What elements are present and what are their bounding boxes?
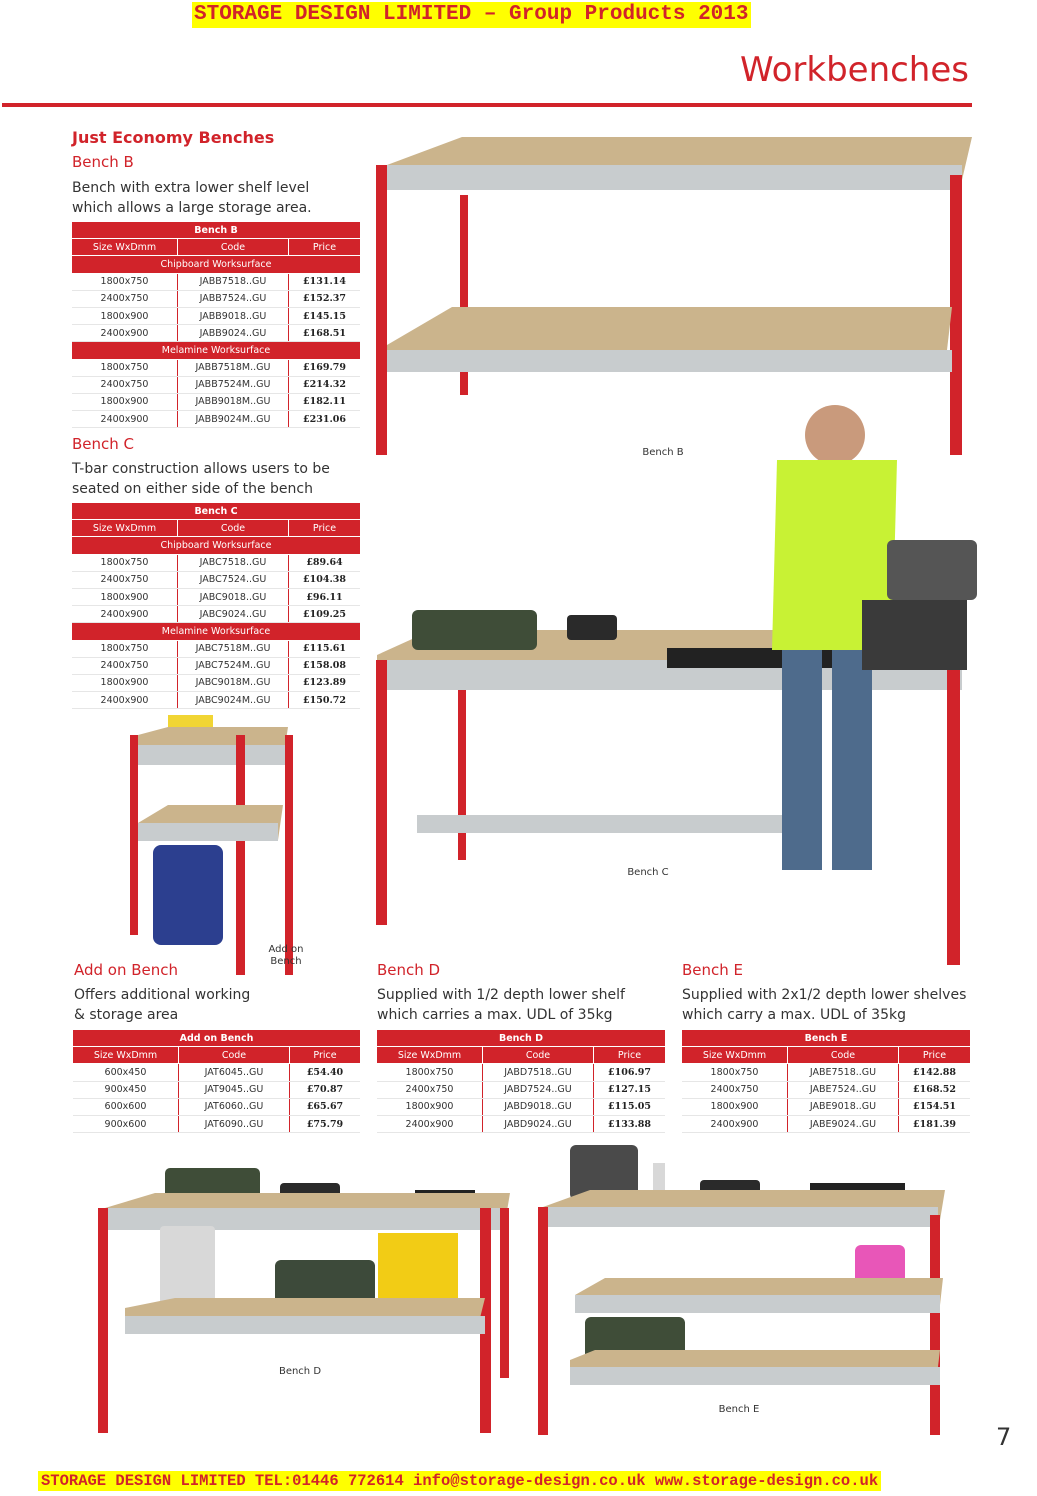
table-title: Bench D (377, 1030, 665, 1047)
cell-code: JABC9018M..GU (178, 674, 289, 691)
cell-size: 2400x900 (72, 411, 178, 428)
cell-code: JABC7524..GU (178, 571, 289, 588)
table-title: Bench C (72, 503, 360, 520)
table-row (72, 674, 360, 691)
bench-c-description-line: seated on either side of the bench (72, 481, 313, 497)
col-header-code: Code (179, 1047, 290, 1064)
cell-code: JAT6060..GU (179, 1098, 290, 1115)
cell-code: JABC9024M..GU (178, 692, 289, 709)
cell-code: JABD9024..GU (483, 1115, 594, 1132)
col-header-price: Price (594, 1047, 666, 1064)
table-row (72, 325, 360, 342)
cell-size: 900x600 (73, 1115, 179, 1132)
table-row (72, 588, 360, 605)
cell-size: 900x450 (73, 1081, 179, 1098)
bench-c-description-line: T-bar construction allows users to be (72, 461, 330, 477)
cell-price: £65.67 (290, 1098, 361, 1115)
cell-size: 2400x750 (72, 657, 178, 674)
cell-price: £158.08 (289, 657, 361, 674)
col-header-size: Size WxDmm (377, 1047, 483, 1064)
bench-e-description-line: which carry a max. UDL of 35kg (682, 1007, 906, 1023)
cell-price: £169.79 (289, 359, 361, 376)
cell-code: JABB9024M..GU (178, 411, 289, 428)
cell-size: 2400x750 (682, 1081, 788, 1098)
table-row (72, 359, 360, 376)
table-row (682, 1064, 970, 1081)
bench-e-description (682, 985, 966, 1025)
cell-code: JABD7524..GU (483, 1081, 594, 1098)
table-row (72, 307, 360, 324)
cell-price: £54.40 (290, 1064, 361, 1081)
cell-price: £168.52 (899, 1081, 971, 1098)
bench-e-price-table (682, 1030, 970, 1133)
cell-size: 1800x900 (72, 393, 178, 410)
table-row (73, 1064, 360, 1081)
cell-size: 1800x900 (72, 307, 178, 324)
add-on-price-table (73, 1030, 360, 1133)
col-header-code: Code (178, 239, 289, 256)
cell-price: £182.11 (289, 393, 361, 410)
cell-code: JABC9024..GU (178, 606, 289, 623)
cell-size: 2400x750 (72, 571, 178, 588)
cell-price: £70.87 (290, 1081, 361, 1098)
bench-d-title: Bench D (377, 961, 441, 979)
col-header-price: Price (289, 520, 361, 537)
cell-code: JABD9018..GU (483, 1098, 594, 1115)
cell-price: £181.39 (899, 1115, 971, 1132)
bench-b-caption: Bench B (642, 447, 684, 458)
cell-code: JAT6090..GU (179, 1115, 290, 1132)
cell-size: 1800x750 (72, 273, 178, 290)
cell-price: £214.32 (289, 376, 361, 393)
bench-e-description-line: Supplied with 2x1/2 depth lower shelves (682, 987, 967, 1003)
cell-price: £168.51 (289, 325, 361, 342)
cell-size: 2400x900 (72, 606, 178, 623)
col-header-size: Size WxDmm (73, 1047, 179, 1064)
table-row (73, 1115, 360, 1132)
cell-price: £123.89 (289, 674, 361, 691)
table-row (72, 411, 360, 428)
cell-code: JABC7518M..GU (178, 640, 289, 657)
add-on-caption (262, 944, 310, 968)
cell-size: 1800x750 (377, 1064, 483, 1081)
cell-code: JABB9024..GU (178, 325, 289, 342)
table-row (72, 290, 360, 307)
add-on-bench-illustration (128, 715, 298, 975)
add-on-title: Add on Bench (74, 961, 179, 979)
col-header-price: Price (289, 239, 361, 256)
table-row (682, 1098, 970, 1115)
table-row (72, 692, 360, 709)
section-title: Just Economy Benches (72, 128, 275, 147)
bench-b-description (72, 178, 312, 218)
add-on-caption-line: Bench (270, 956, 302, 967)
table-title: Add on Bench (73, 1030, 360, 1047)
table-row (682, 1115, 970, 1132)
bench-d-caption: Bench D (278, 1366, 322, 1377)
table-row (72, 640, 360, 657)
table-title: Bench E (682, 1030, 970, 1047)
table-row (72, 554, 360, 571)
table-row (377, 1115, 665, 1132)
cell-code: JABB7524..GU (178, 290, 289, 307)
cell-price: £231.06 (289, 411, 361, 428)
cell-code: JAT9045..GU (179, 1081, 290, 1098)
cell-size: 2400x750 (72, 376, 178, 393)
bench-c-caption: Bench C (627, 867, 669, 878)
cell-price: £133.88 (594, 1115, 666, 1132)
cell-price: £145.15 (289, 307, 361, 324)
bench-c-price-table (72, 503, 360, 709)
group-header: Melamine Worksurface (72, 623, 360, 640)
group-header: Chipboard Worksurface (72, 256, 360, 273)
cell-size: 2400x750 (72, 290, 178, 307)
cell-size: 1800x900 (682, 1098, 788, 1115)
table-row (72, 657, 360, 674)
cell-price: £115.05 (594, 1098, 666, 1115)
cell-code: JABB7524M..GU (178, 376, 289, 393)
table-row (72, 606, 360, 623)
cell-price: £115.61 (289, 640, 361, 657)
cell-code: JABB7518..GU (178, 273, 289, 290)
bench-d-description (377, 985, 625, 1025)
bench-b-price-table (72, 222, 360, 428)
cell-code: JABC7518..GU (178, 554, 289, 571)
table-row (377, 1098, 665, 1115)
table-row (72, 393, 360, 410)
cell-size: 2400x900 (72, 692, 178, 709)
cell-size: 1800x900 (72, 674, 178, 691)
bench-c-description (72, 459, 330, 499)
col-header-size: Size WxDmm (72, 239, 178, 256)
cell-code: JABE7518..GU (788, 1064, 899, 1081)
table-row (72, 273, 360, 290)
add-on-description-line: & storage area (74, 1007, 179, 1023)
cell-price: £142.88 (899, 1064, 971, 1081)
cell-price: £75.79 (290, 1115, 361, 1132)
table-row (73, 1081, 360, 1098)
table-row (377, 1064, 665, 1081)
cell-price: £152.37 (289, 290, 361, 307)
cell-code: JABE9018..GU (788, 1098, 899, 1115)
bench-d-price-table (377, 1030, 665, 1133)
cell-price: £154.51 (899, 1098, 971, 1115)
bench-c-title: Bench C (72, 435, 135, 453)
bench-e-illustration (535, 1145, 945, 1435)
page-number: 7 (996, 1423, 1012, 1451)
cell-price: £131.14 (289, 273, 361, 290)
add-on-caption-line: Add on (268, 944, 304, 955)
footer-banner: STORAGE DESIGN LIMITED TEL:01446 772614 info@storage-design.co.uk www.storage-design.co.uk (38, 1471, 881, 1491)
cell-size: 1800x750 (72, 640, 178, 657)
cell-code: JABE7524..GU (788, 1081, 899, 1098)
cell-size: 2400x900 (377, 1115, 483, 1132)
cell-code: JABE9024..GU (788, 1115, 899, 1132)
cell-code: JABB7518M..GU (178, 359, 289, 376)
cell-size: 2400x750 (377, 1081, 483, 1098)
bench-d-description-line: Supplied with 1/2 depth lower shelf (377, 987, 625, 1003)
bench-b-description-line: Bench with extra lower shelf level (72, 180, 310, 196)
cell-price: £104.38 (289, 571, 361, 588)
cell-code: JABD7518..GU (483, 1064, 594, 1081)
group-header: Chipboard Worksurface (72, 537, 360, 554)
bench-c-illustration (372, 400, 972, 970)
col-header-size: Size WxDmm (72, 520, 178, 537)
col-header-code: Code (178, 520, 289, 537)
table-title: Bench B (72, 222, 360, 239)
cell-size: 600x450 (73, 1064, 179, 1081)
cell-price: £106.97 (594, 1064, 666, 1081)
bench-e-caption: Bench E (718, 1404, 760, 1415)
cell-price: £89.64 (289, 554, 361, 571)
cell-code: JABB9018M..GU (178, 393, 289, 410)
bench-e-title: Bench E (682, 961, 744, 979)
cell-size: 1800x750 (682, 1064, 788, 1081)
table-row (72, 376, 360, 393)
cell-size: 2400x900 (682, 1115, 788, 1132)
cell-price: £150.72 (289, 692, 361, 709)
cell-price: £127.15 (594, 1081, 666, 1098)
cell-code: JABC9018..GU (178, 588, 289, 605)
bench-b-title: Bench B (72, 153, 134, 171)
cell-size: 1800x750 (72, 359, 178, 376)
col-header-price: Price (290, 1047, 361, 1064)
cell-size: 1800x900 (72, 588, 178, 605)
cell-size: 1800x900 (377, 1098, 483, 1115)
col-header-size: Size WxDmm (682, 1047, 788, 1064)
cell-code: JAT6045..GU (179, 1064, 290, 1081)
add-on-description (74, 985, 250, 1025)
page-title: Workbenches (739, 50, 969, 90)
header-banner: STORAGE DESIGN LIMITED – Group Products 2013 (194, 3, 749, 26)
cell-size: 1800x750 (72, 554, 178, 571)
table-row (72, 571, 360, 588)
table-row (377, 1081, 665, 1098)
col-header-code: Code (788, 1047, 899, 1064)
col-header-code: Code (483, 1047, 594, 1064)
col-header-price: Price (899, 1047, 971, 1064)
bench-d-illustration (95, 1168, 515, 1433)
cell-size: 2400x900 (72, 325, 178, 342)
bench-b-description-line: which allows a large storage area. (72, 200, 312, 216)
cell-price: £96.11 (289, 588, 361, 605)
cell-code: JABC7524M..GU (178, 657, 289, 674)
table-row (73, 1098, 360, 1115)
cell-price: £109.25 (289, 606, 361, 623)
cell-size: 600x600 (73, 1098, 179, 1115)
bench-d-description-line: which carries a max. UDL of 35kg (377, 1007, 613, 1023)
table-row (682, 1081, 970, 1098)
cell-code: JABB9018..GU (178, 307, 289, 324)
title-divider (2, 103, 972, 107)
add-on-description-line: Offers additional working (74, 987, 251, 1003)
group-header: Melamine Worksurface (72, 342, 360, 359)
